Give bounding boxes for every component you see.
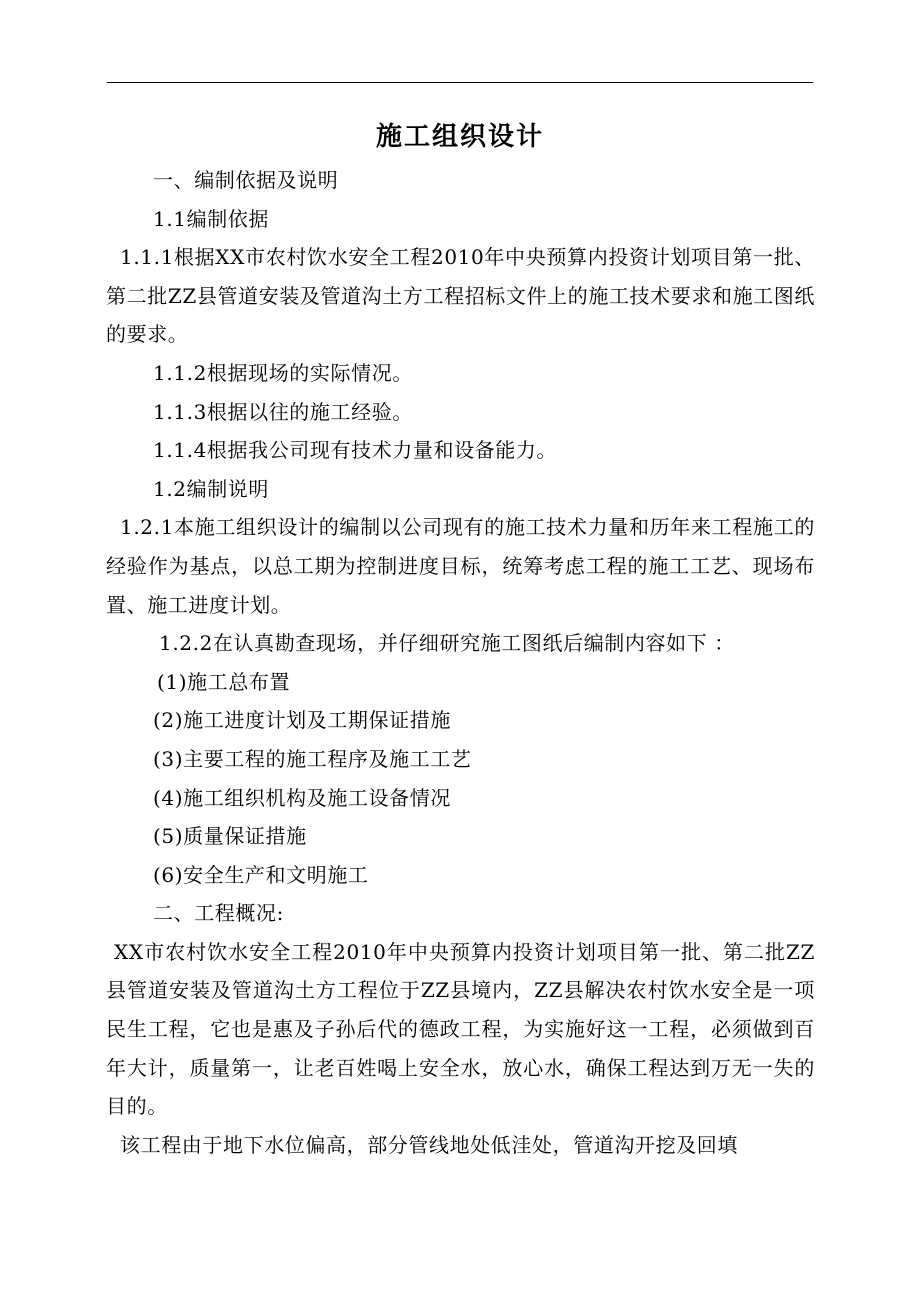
subsection-heading-1-1: 1.1编制依据 [153,206,270,231]
list-item-5: (5)质量保证措施 [153,824,307,849]
list-item-4: (4)施工组织机构及施工设备情况 [153,785,451,810]
paragraph-1-1-1: 1.1.1根据XX市农村饮水安全工程2010年中央预算内投资计划项目第一批、第二批ZZ县管道安装及管道沟土方工程招标文件上的施工技术要求和施工图纸的要求。 [106,245,815,347]
list-item-3: (3)主要工程的施工程序及施工工艺 [153,746,472,771]
list-item-2: (2)施工进度计划及工期保证措施 [153,708,451,733]
paragraph-overview-1: XX市农村饮水安全工程2010年中央预算内投资计划项目第一批、第二批ZZ县管道安装及管道沟土方工程位于ZZ县境内，ZZ县解决农村饮水安全是一项民生工程，它也是惠及子孙后代的德政工程，为实施好这一工程，必须做到百年大计，质量第一，让老百姓喝上安全水，放心水，确保工程达到万无一失的目的。 [106,939,815,1119]
paragraph-1-1-2: 1.1.2根据现场的实际情况。 [153,360,413,385]
section-heading-2: 二、工程概况: [153,901,284,926]
header-rule [107,82,813,83]
section-heading-1: 一、编制依据及说明 [153,168,339,192]
document-body [106,161,815,1164]
document-title: 施工组织设计 [375,122,544,152]
list-item-1: (1)施工总布置 [157,669,291,694]
paragraph-1-1-4: 1.1.4根据我公司现有技术力量和设备能力。 [153,438,558,463]
paragraph-1-2-1: 1.2.1本施工组织设计的编制以公司现有的施工技术力量和历年来工程施工的经验作为基点，以总工期为控制进度目标，统筹考虑工程的施工工艺、现场布置、施工进度计划。 [106,515,815,617]
paragraph-1-2-2: 1.2.2在认真勘查现场，并仔细研究施工图纸后编制内容如下 ： [159,631,735,656]
paragraph-1-1-3: 1.1.3根据以往的施工经验。 [153,399,413,424]
subsection-heading-1-2: 1.2编制说明 [153,476,270,501]
list-item-6: (6)安全生产和文明施工 [153,862,369,887]
paragraph-overview-2: 该工程由于地下水位偏高，部分管线地处低洼处，管道沟开挖及回填 [120,1132,738,1157]
